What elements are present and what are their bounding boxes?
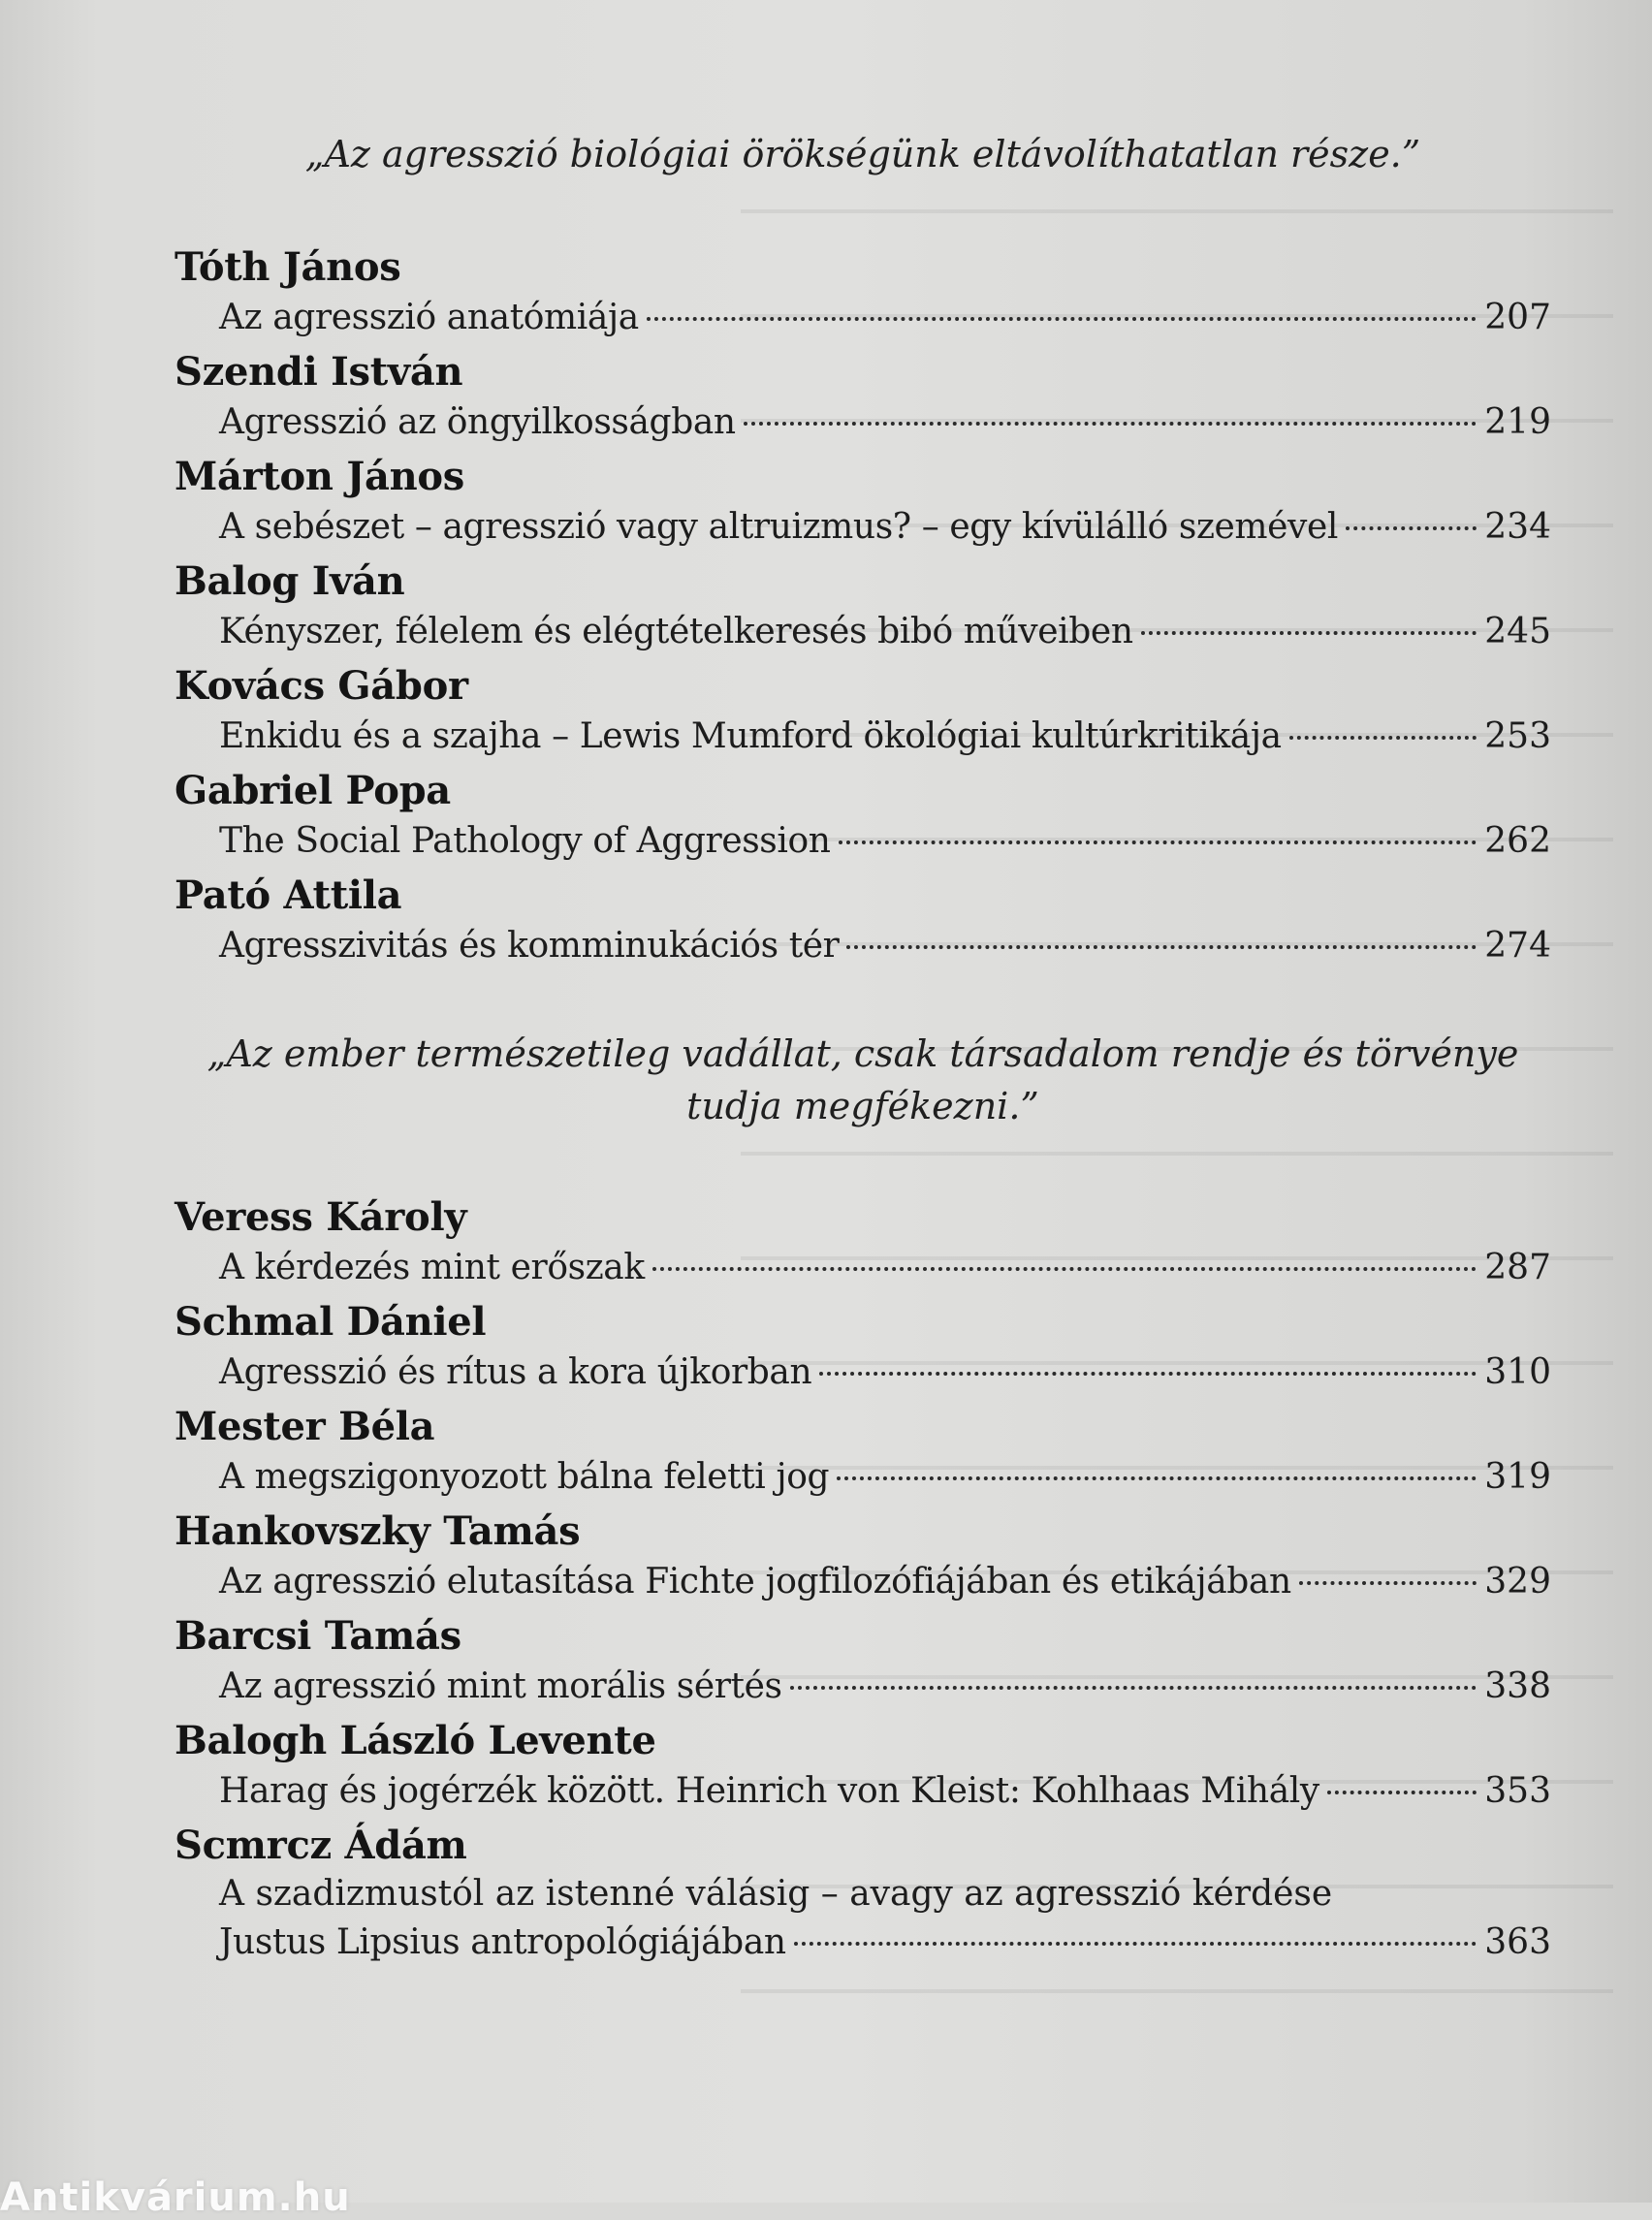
entry-title: Harag és jogérzék között. Heinrich von Kleist: Kohlhaas Mihály xyxy=(219,1771,1319,1811)
entry-title: The Social Pathology of Aggression xyxy=(219,821,831,861)
toc-entry xyxy=(175,661,1551,766)
entry-page-number: 219 xyxy=(1484,402,1551,442)
entry-page-number: 329 xyxy=(1484,1562,1551,1602)
entry-page-number: 262 xyxy=(1484,821,1551,861)
entry-title-line xyxy=(175,607,1551,657)
entry-page-number: 274 xyxy=(1484,926,1551,966)
dot-leader xyxy=(794,1942,1477,1946)
dot-leader xyxy=(1299,1581,1477,1585)
entry-title: Az agresszió anatómiája xyxy=(219,298,639,337)
entry-author: Balogh László Levente xyxy=(175,1718,656,1763)
entry-title-first-line: A szadizmustól az istenné válásig – avagy az agresszió kérdése xyxy=(219,1874,1333,1914)
middle-quote: „Az ember természetileg vadállat, csak társadalom rendje és törvénye tudja megfékezni.” xyxy=(206,1032,1519,1127)
dot-leader xyxy=(790,1686,1477,1690)
toc-entry xyxy=(175,871,1551,975)
entry-author: Márton János xyxy=(175,454,464,499)
entry-title-line xyxy=(175,1452,1551,1503)
toc-entry xyxy=(175,556,1551,661)
entry-page-number: 245 xyxy=(1484,612,1551,651)
dot-leader xyxy=(1327,1791,1477,1794)
toc-entry xyxy=(175,1506,1551,1611)
dot-leader xyxy=(839,840,1477,844)
entry-title-line xyxy=(175,921,1551,971)
toc-entry xyxy=(175,1716,1551,1821)
toc-entry xyxy=(175,1402,1551,1506)
entry-title-line xyxy=(175,502,1551,553)
entry-title: Enkidu és a szajha – Lewis Mumford ökológiai kultúrkritikája xyxy=(219,716,1282,756)
entry-page-number: 253 xyxy=(1484,716,1551,756)
entry-title-line xyxy=(175,816,1551,867)
entry-title-line xyxy=(175,1348,1551,1398)
entry-title: A kérdezés mint erőszak xyxy=(219,1248,645,1287)
entry-title-line xyxy=(175,293,1551,343)
dot-leader xyxy=(647,317,1477,321)
toc-entry xyxy=(175,347,1551,452)
watermark: Antikvárium.hu xyxy=(0,2175,351,2220)
entry-author: Mester Béla xyxy=(175,1404,435,1449)
toc-entry xyxy=(175,1297,1551,1402)
entry-author: Szendi István xyxy=(175,349,463,395)
entry-author: Schmal Dániel xyxy=(175,1299,487,1345)
toc-entry xyxy=(175,452,1551,556)
dot-leader xyxy=(652,1267,1477,1271)
dot-leader xyxy=(1346,526,1477,530)
entry-title-line xyxy=(175,1766,1551,1817)
toc-section-2 xyxy=(175,1192,1551,1972)
entry-page-number: 319 xyxy=(1484,1457,1551,1497)
entry-page-number: 207 xyxy=(1484,298,1551,337)
entry-page-number: 234 xyxy=(1484,507,1551,547)
entry-author: Kovács Gábor xyxy=(175,663,468,709)
entry-title: A megszigonyozott bálna feletti jog xyxy=(219,1457,830,1497)
entry-page-number: 338 xyxy=(1484,1666,1551,1706)
dot-leader xyxy=(1289,736,1477,740)
entry-title: A sebészet – agresszió vagy altruizmus? – egy kívülálló szemével xyxy=(219,507,1339,547)
entry-author: Hankovszky Tamás xyxy=(175,1508,581,1554)
dot-leader xyxy=(846,945,1477,949)
toc-entry xyxy=(175,242,1551,347)
entry-title: Az agresszió mint morális sértés xyxy=(219,1666,782,1706)
entry-author: Veress Károly xyxy=(175,1194,467,1240)
entry-title-line xyxy=(175,1557,1551,1607)
entry-author: Gabriel Popa xyxy=(175,768,451,813)
toc-entry xyxy=(175,1192,1551,1297)
entry-title: Justus Lipsius antropológiájában xyxy=(219,1922,786,1962)
entry-author: Tóth János xyxy=(175,244,401,290)
entry-author: Scmrcz Ádám xyxy=(175,1823,467,1868)
entry-title-line xyxy=(175,1243,1551,1293)
entry-title-line xyxy=(175,1662,1551,1712)
toc-entry xyxy=(175,1821,1551,1972)
entry-title-line xyxy=(175,397,1551,448)
entry-title-line xyxy=(175,1918,1551,1968)
entry-author: Pató Attila xyxy=(175,872,402,918)
entry-page-number: 287 xyxy=(1484,1248,1551,1287)
entry-author: Barcsi Tamás xyxy=(175,1613,461,1659)
dot-leader xyxy=(1141,631,1477,635)
entry-author: Balog Iván xyxy=(175,558,405,604)
entry-title: Kényszer, félelem és elégtételkeresés bibó műveiben xyxy=(219,612,1133,651)
entry-title: Agresszivitás és komminukációs tér xyxy=(219,926,840,966)
dot-leader xyxy=(819,1372,1477,1376)
entry-title: Agresszió az öngyilkosságban xyxy=(219,402,736,442)
entry-page-number: 353 xyxy=(1484,1771,1551,1811)
dot-leader xyxy=(837,1476,1477,1480)
entry-title-line xyxy=(175,712,1551,762)
opening-quote: „Az agresszió biológiai örökségünk eltávolíthatatlan része.” xyxy=(304,133,1421,175)
dot-leader xyxy=(744,422,1477,426)
toc-section-1 xyxy=(175,242,1551,975)
entry-page-number: 363 xyxy=(1484,1922,1551,1962)
entry-page-number: 310 xyxy=(1484,1352,1551,1392)
entry-title: Agresszió és rítus a kora újkorban xyxy=(219,1352,812,1392)
toc-entry xyxy=(175,766,1551,871)
toc-entry xyxy=(175,1611,1551,1716)
entry-title: Az agresszió elutasítása Fichte jogfilozófiájában és etikájában xyxy=(219,1562,1291,1602)
